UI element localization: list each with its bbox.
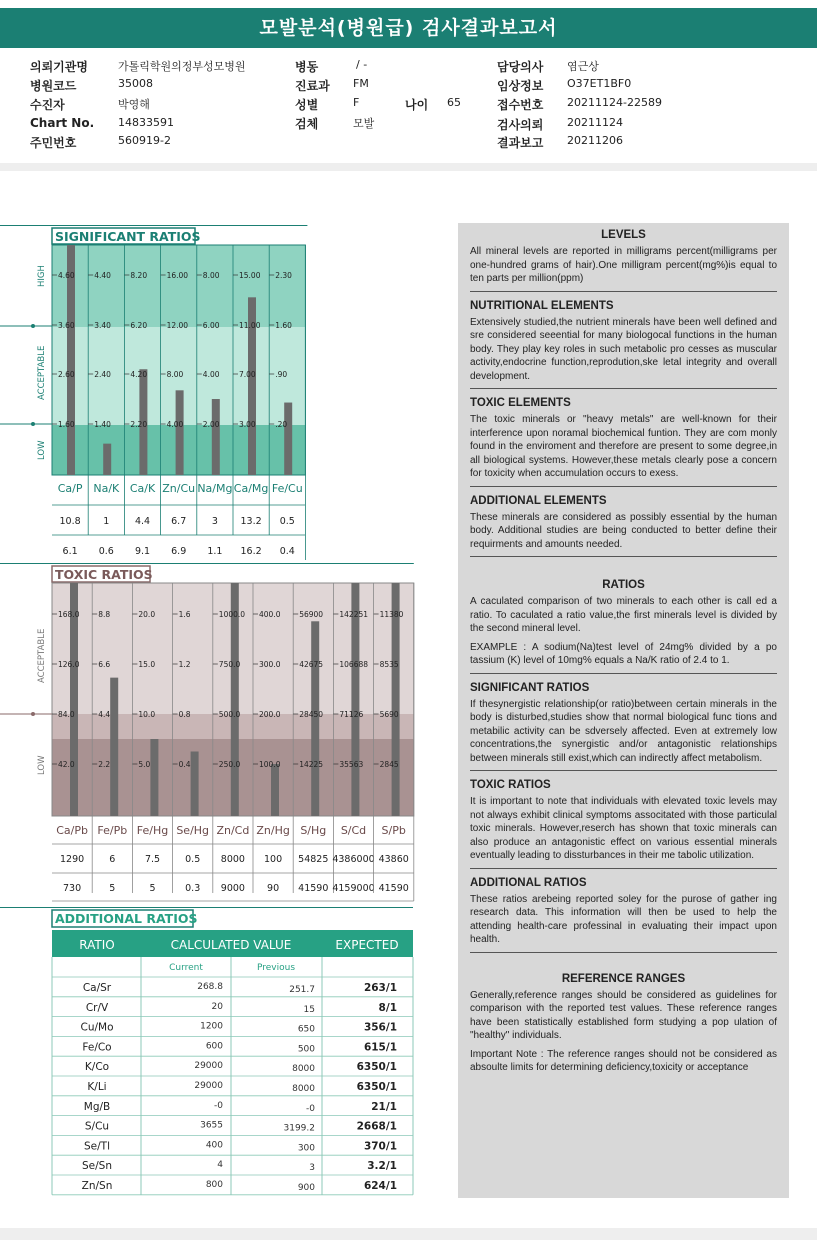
add-row-current: 800 bbox=[205, 1180, 223, 1190]
sig-category-label: Ca/Mg bbox=[233, 482, 269, 495]
tox-tick-label: 8535 bbox=[379, 660, 399, 669]
add-row-expected: 8/1 bbox=[378, 1001, 397, 1014]
sig-bar bbox=[212, 399, 220, 475]
doctor-label: 담당의사 bbox=[497, 60, 544, 74]
sig-current-value: 6.7 bbox=[171, 516, 187, 527]
reference-section bbox=[470, 397, 777, 487]
sig-tick-label: 2.40 bbox=[94, 370, 111, 379]
tox-tick-label: 1.6 bbox=[178, 610, 191, 619]
tox-previous-value: 41590 bbox=[378, 883, 409, 894]
add-row-ratio: Zn/Sn bbox=[81, 1180, 113, 1192]
tox-tick-label: 750.0 bbox=[218, 660, 241, 669]
tox-bar bbox=[271, 764, 279, 816]
add-row-expected: 2668/1 bbox=[356, 1120, 397, 1133]
tox-tick-label: 71126 bbox=[339, 710, 364, 719]
sig-label-high: HIGH bbox=[37, 265, 47, 287]
tox-category-label: Zn/Hg bbox=[256, 824, 290, 837]
reference-text: Important Note : The reference ranges should not be considered as absoulte limits for determining deficiency,toxicity or acceptance bbox=[470, 1048, 777, 1073]
tox-top-line bbox=[0, 563, 414, 564]
reference-text: The toxic minerals or "heavy metals" are well-known for their interference upon noramal biochemical funtion. They are com monly found in the enviroment and therefore are present to some degree,in all biological systems. However,these metals clearly pose a concern for toxicity when accumulation occurs to exess. bbox=[470, 414, 777, 479]
add-row-ratio: Se/Sn bbox=[82, 1160, 112, 1173]
tox-label-acceptable: ACCEPTABLE bbox=[37, 628, 47, 683]
sig-bar bbox=[176, 390, 184, 475]
add-row-ratio: Se/Tl bbox=[84, 1140, 110, 1153]
reference-heading: REFERENCE RANGES bbox=[561, 972, 686, 985]
reference-heading: ADDITIONAL ELEMENTS bbox=[470, 494, 607, 507]
add-row-ratio: Cu/Mo bbox=[80, 1021, 114, 1034]
significant-ratios-chart bbox=[0, 225, 310, 560]
specimen-label: 검체 bbox=[295, 117, 319, 131]
tox-previous-value: 4159000 bbox=[332, 883, 375, 894]
reference-section bbox=[470, 579, 777, 674]
sig-tick-label: 3.40 bbox=[94, 321, 111, 330]
sig-tick-label: 4.00 bbox=[166, 420, 184, 429]
tox-current-value: 6 bbox=[109, 854, 116, 865]
sig-previous-value: 6.9 bbox=[171, 546, 187, 557]
tox-tick-label: 168.0 bbox=[58, 610, 80, 619]
add-row-current: 29000 bbox=[194, 1081, 223, 1091]
age-value: 65 bbox=[447, 96, 461, 109]
tox-current-value: 100 bbox=[264, 854, 283, 865]
sig-tick-label: 15.00 bbox=[239, 271, 261, 280]
tox-tick-label: 4.4 bbox=[98, 710, 111, 719]
dept-value: FM bbox=[353, 77, 369, 90]
add-row-previous: 251.7 bbox=[289, 985, 315, 995]
specimen-value: 모발 bbox=[353, 117, 375, 130]
tox-previous-value: 90 bbox=[267, 883, 280, 894]
sig-current-value: 3 bbox=[211, 516, 218, 527]
tox-category-label: S/Pb bbox=[381, 824, 406, 837]
reference-heading: ADDITIONAL RATIOS bbox=[470, 876, 587, 889]
add-row-previous: 300 bbox=[297, 1143, 315, 1154]
tox-previous-value: 730 bbox=[63, 883, 82, 894]
dept-label: 진료과 bbox=[295, 79, 330, 93]
add-row-ratio: Mg/B bbox=[83, 1100, 111, 1113]
sig-bar bbox=[284, 403, 292, 475]
sig-current-value: 0.5 bbox=[279, 516, 295, 527]
add-row-expected: 624/1 bbox=[363, 1180, 397, 1192]
sex-value: F bbox=[353, 96, 360, 109]
add-row-current: 4 bbox=[217, 1160, 223, 1171]
tox-current-value: 0.5 bbox=[185, 854, 201, 865]
add-row-ratio: K/Li bbox=[87, 1081, 107, 1093]
add-row-previous: 650 bbox=[297, 1024, 315, 1035]
add-row-previous: 15 bbox=[303, 1004, 315, 1015]
sig-tick-label: 7.00 bbox=[239, 370, 256, 379]
sig-tick-label: 2.60 bbox=[58, 370, 75, 379]
reference-heading: SIGNIFICANT RATIOS bbox=[470, 681, 590, 694]
chart-value: 14833591 bbox=[118, 116, 174, 129]
sig-tick-label: 8.00 bbox=[202, 271, 220, 280]
sig-tick-label: 6.20 bbox=[130, 321, 148, 330]
tox-tick-label: 0.8 bbox=[178, 710, 191, 719]
inst-label: 의뢰기관명 bbox=[30, 60, 88, 74]
add-row-current: 268.8 bbox=[197, 982, 223, 992]
sig-tick-label: 4.20 bbox=[130, 370, 148, 379]
tox-current-value: 54825 bbox=[298, 854, 329, 865]
tox-previous-value: 41590 bbox=[298, 883, 329, 894]
report-date-value: 20211206 bbox=[567, 134, 623, 147]
add-row-ratio: Ca/Sr bbox=[82, 982, 112, 994]
tox-previous-value: 5 bbox=[149, 883, 156, 894]
tox-current-value: 1290 bbox=[60, 854, 85, 865]
reference-text: If thesynergistic relationship(or ratio)between certain minerals in the body is disturbed,studies show that normal biological func tions and metabilic activity can be sdversely affected. Even at extremely low concentrations,the synergistic and/or antagonistic relationships between minerals still exist,which can indirectly affect metabolism. bbox=[470, 698, 777, 764]
reference-section bbox=[470, 779, 777, 869]
sig-zone-high bbox=[52, 245, 305, 327]
tox-category-label: Se/Hg bbox=[176, 824, 210, 837]
add-row-ratio: K/Co bbox=[84, 1061, 110, 1074]
sig-category-label: Ca/K bbox=[129, 482, 156, 495]
tox-category-label: Ca/Pb bbox=[56, 824, 88, 837]
tox-title: TOXIC RATIOS bbox=[55, 567, 153, 582]
tox-tick-label: 126.0 bbox=[58, 660, 80, 669]
tox-category-label: S/Cd bbox=[340, 824, 367, 837]
add-row-expected: 263/1 bbox=[363, 982, 397, 994]
reference-text: It is important to note that individuals with elevated toxic levels may not always exhibit clinical symptoms associtated with those particulal toxic minerals. However,reserch has shown that toxic minerals can also produce an antagonistic effect on various essential minerals eventually leading to dissturbances in their me tabolic utilization. bbox=[470, 796, 777, 861]
tox-label-low: LOW bbox=[37, 755, 47, 775]
tox-current-value: 4386000 bbox=[332, 854, 375, 865]
sig-tick-label: 4.40 bbox=[94, 271, 111, 280]
add-row-expected: 356/1 bbox=[363, 1021, 397, 1034]
reference-section bbox=[470, 495, 777, 558]
add-header-expected: EXPECTED bbox=[335, 938, 399, 952]
sig-tick-label: 1.60 bbox=[58, 420, 75, 429]
reference-heading: LEVELS bbox=[601, 229, 646, 241]
sig-current-value: 1 bbox=[103, 516, 110, 527]
tox-marker-dot bbox=[31, 712, 35, 716]
doctor-value: 염근상 bbox=[567, 60, 599, 73]
sig-previous-value: 0.4 bbox=[279, 546, 295, 557]
add-row-expected: 6350/1 bbox=[356, 1081, 397, 1093]
add-row-previous: -0 bbox=[306, 1103, 315, 1114]
tox-tick-label: 100.0 bbox=[259, 760, 281, 769]
reference-text: All mineral levels are reported in milligrams percent(milligrams per one-hundred grams of hair).One milligram percent(mg%)is equal to ten parts per million(ppm) bbox=[470, 246, 777, 284]
sig-category-label: Fe/Cu bbox=[271, 482, 303, 495]
tox-category-label: Fe/Pb bbox=[97, 824, 128, 837]
receipt-value: 20211124-22589 bbox=[567, 96, 662, 109]
tox-bar bbox=[191, 752, 199, 817]
clinic-value: O37ET1BF0 bbox=[567, 77, 632, 90]
tox-current-value: 8000 bbox=[220, 854, 245, 865]
tox-current-value: 43860 bbox=[378, 854, 409, 865]
sig-title: SIGNIFICANT RATIOS bbox=[55, 229, 201, 244]
tox-tick-label: 5.0 bbox=[138, 760, 151, 769]
sig-tick-label: 6.00 bbox=[202, 321, 220, 330]
tox-bar bbox=[110, 678, 118, 816]
tox-tick-label: 400.0 bbox=[259, 610, 281, 619]
report-title: 모발분석(병원급) 검사결과보고서 bbox=[0, 8, 817, 48]
sig-tick-label: 2.00 bbox=[202, 420, 220, 429]
collector-value: 박영해 bbox=[118, 98, 150, 111]
clinic-label: 임상정보 bbox=[497, 79, 544, 93]
tox-tick-label: 5690 bbox=[379, 710, 399, 719]
code-value: 35008 bbox=[118, 77, 153, 90]
tox-tick-label: 28450 bbox=[299, 710, 324, 719]
add-row-previous: 8000 bbox=[292, 1064, 315, 1075]
add-row-current: 29000 bbox=[194, 1061, 223, 1072]
add-top-line bbox=[0, 907, 413, 908]
sig-previous-value: 0.6 bbox=[98, 546, 114, 557]
report-date-label: 결과보고 bbox=[497, 136, 544, 150]
reference-heading: TOXIC RATIOS bbox=[470, 779, 551, 791]
add-row-current: 20 bbox=[211, 1001, 223, 1012]
tox-tick-label: 106688 bbox=[339, 660, 369, 669]
sig-top-line bbox=[0, 225, 307, 226]
sig-category-label: Na/Mg bbox=[197, 482, 233, 495]
tox-tick-label: 84.0 bbox=[58, 710, 75, 719]
tox-previous-value: 5 bbox=[109, 883, 116, 894]
tox-tick-label: 8.8 bbox=[98, 610, 111, 619]
sig-current-value: 13.2 bbox=[240, 516, 262, 527]
tox-previous-value: 9000 bbox=[220, 883, 245, 894]
tox-tick-label: 2.2 bbox=[98, 760, 111, 769]
reference-section bbox=[470, 300, 777, 390]
tox-tick-label: 11380 bbox=[379, 610, 404, 619]
tox-tick-label: 42.0 bbox=[58, 760, 75, 769]
sig-tick-label: 8.00 bbox=[166, 370, 184, 379]
sig-category-label: Zn/Cu bbox=[162, 482, 196, 495]
tox-tick-label: 200.0 bbox=[259, 710, 281, 719]
add-row-current: 1200 bbox=[200, 1021, 223, 1032]
tox-tick-label: 0.4 bbox=[178, 760, 191, 769]
sig-tick-label: 16.00 bbox=[166, 271, 189, 280]
add-row-previous: 8000 bbox=[292, 1084, 315, 1094]
sig-tick-label: 3.00 bbox=[239, 420, 256, 429]
reference-text: These ratios arebeing reported soley for the purose of gather ing research data. This information will then be used to help the attending health-care professinal in evaluating their impact upon health. bbox=[470, 893, 777, 945]
add-row-current: -0 bbox=[214, 1100, 223, 1111]
request-label: 검사의뢰 bbox=[497, 118, 544, 132]
inst-value: 가톨릭학원의정부성모병원 bbox=[118, 60, 246, 73]
tox-category-label: S/Hg bbox=[300, 824, 327, 837]
reference-heading: NUTRITIONAL ELEMENTS bbox=[470, 299, 614, 312]
add-row-current: 3655 bbox=[200, 1120, 223, 1131]
tox-tick-label: 42675 bbox=[299, 660, 324, 669]
reference-section bbox=[470, 973, 777, 1080]
sig-category-label: Ca/P bbox=[57, 482, 83, 495]
tox-category-label: Fe/Hg bbox=[136, 824, 169, 837]
add-row-current: 400 bbox=[205, 1140, 223, 1151]
sig-tick-label: .20 bbox=[275, 420, 288, 429]
sig-previous-value: 9.1 bbox=[134, 546, 151, 557]
footer-bar bbox=[0, 1228, 817, 1240]
add-row-previous: 900 bbox=[297, 1183, 315, 1193]
add-row-expected: 6350/1 bbox=[356, 1061, 397, 1074]
tox-tick-label: 20.0 bbox=[138, 610, 156, 619]
add-row-previous: 500 bbox=[297, 1044, 315, 1055]
tox-tick-label: 56900 bbox=[299, 610, 324, 619]
code-label: 병원코드 bbox=[30, 79, 77, 93]
rrn-value: 560919-2 bbox=[118, 134, 171, 147]
sig-label-acceptable: ACCEPTABLE bbox=[37, 345, 47, 400]
sig-tick-label: 3.60 bbox=[58, 321, 75, 330]
tox-tick-label: 1000.0 bbox=[218, 610, 246, 619]
reference-text: EXAMPLE : A sodium(Na)test level of 24mg% divided by a po tassium (K) level of 10mg% equals a Na/K ratio of 2.4 to 1. bbox=[470, 641, 777, 666]
add-row-expected: 615/1 bbox=[363, 1041, 397, 1054]
request-value: 20211124 bbox=[567, 116, 623, 129]
reference-section bbox=[470, 877, 777, 953]
reference-text: Generally,reference ranges should be considered as guidelines for comparison with the reported test values. These reference ranges have been statistically established form studying a pop ulation of "healthy" individuals. bbox=[470, 989, 777, 1041]
sig-category-label: Na/K bbox=[93, 482, 120, 495]
reference-heading: RATIOS bbox=[602, 579, 645, 591]
ward-value: / - bbox=[356, 58, 368, 71]
sig-tick-label: 8.20 bbox=[130, 271, 148, 280]
sig-bar bbox=[103, 444, 111, 475]
tox-category-label: Zn/Cd bbox=[216, 824, 250, 837]
age-label: 나이 bbox=[405, 98, 429, 112]
sig-tick-label: 2.20 bbox=[130, 420, 148, 429]
add-row-ratio: S/Cu bbox=[84, 1120, 110, 1133]
add-row-ratio: Cr/V bbox=[85, 1001, 109, 1014]
tox-bar bbox=[150, 739, 158, 816]
tox-tick-label: 250.0 bbox=[218, 760, 241, 769]
sig-tick-label: .90 bbox=[275, 370, 288, 379]
sig-current-value: 10.8 bbox=[59, 516, 81, 527]
add-header-ratio: RATIO bbox=[79, 938, 115, 952]
tox-tick-label: 35563 bbox=[339, 760, 364, 769]
add-row-ratio: Fe/Co bbox=[82, 1041, 112, 1054]
sig-tick-label: 1.60 bbox=[275, 321, 292, 330]
add-row-expected: 21/1 bbox=[371, 1100, 397, 1113]
ward-label: 병동 bbox=[295, 60, 319, 74]
reference-text: These minerals are considered as possibly essential by the human body. Additional studies are being conducted to better define their requirments and amounts needed. bbox=[470, 511, 777, 550]
reference-text: A caculated comparison of two minerals to each other is call ed a ratio. To caculated a ratio value,the first minerals level is divided by the second mineral level. bbox=[470, 596, 777, 634]
rrn-label: 주민번호 bbox=[30, 136, 77, 150]
tox-tick-label: 14225 bbox=[299, 760, 324, 769]
sig-current-value: 4.4 bbox=[134, 516, 151, 527]
reference-heading: TOXIC ELEMENTS bbox=[470, 397, 571, 409]
tox-tick-label: 142251 bbox=[339, 610, 369, 619]
tox-tick-label: 6.6 bbox=[98, 660, 111, 669]
sig-tick-label: 11.00 bbox=[239, 321, 261, 330]
tox-tick-label: 2845 bbox=[379, 760, 399, 769]
reference-panel bbox=[458, 223, 789, 1198]
add-row-expected: 3.2/1 bbox=[367, 1160, 397, 1173]
add-row-previous: 3199.2 bbox=[283, 1123, 315, 1134]
tox-tick-label: 10.0 bbox=[138, 710, 156, 719]
additional-ratios-table bbox=[0, 907, 415, 1202]
sig-tick-label: 2.30 bbox=[275, 271, 292, 280]
reference-section bbox=[470, 682, 777, 772]
sig-tick-label: 1.40 bbox=[94, 420, 111, 429]
sig-marker-dot bbox=[31, 422, 35, 426]
sig-previous-value: 6.1 bbox=[62, 546, 78, 557]
sig-marker-dot bbox=[31, 324, 35, 328]
tox-current-value: 7.5 bbox=[144, 854, 161, 865]
add-row-previous: 3 bbox=[309, 1163, 315, 1174]
sig-tick-label: 12.00 bbox=[166, 321, 189, 330]
tox-tick-label: 15.0 bbox=[138, 660, 156, 669]
add-row-expected: 370/1 bbox=[363, 1140, 397, 1153]
reference-text: Extensively studied,the nutrient minerals have been well defined and sre considered seeential for many biologocal functions in the human body. They play key roles in such metabolic pro cesses as muscular activity,endocrine function,reprodution,ske letal integrity and overall development. bbox=[470, 316, 777, 382]
add-subheader-previous: Previous bbox=[256, 963, 296, 973]
sig-previous-value: 16.2 bbox=[240, 546, 262, 557]
section-divider bbox=[0, 163, 817, 171]
add-title: ADDITIONAL RATIOS bbox=[55, 911, 198, 926]
chart-label: Chart No. bbox=[30, 116, 95, 130]
toxic-ratios-chart bbox=[0, 563, 415, 903]
tox-previous-value: 0.3 bbox=[185, 883, 201, 894]
tox-tick-label: 500.0 bbox=[218, 710, 241, 719]
sex-label: 성별 bbox=[295, 98, 319, 112]
sig-tick-label: 4.00 bbox=[202, 370, 220, 379]
collector-label: 수진자 bbox=[30, 98, 65, 112]
tox-tick-label: 1.2 bbox=[178, 660, 191, 669]
add-header-calc: CALCULATED VALUE bbox=[170, 938, 292, 952]
reference-section bbox=[470, 229, 777, 292]
sig-label-low: LOW bbox=[37, 440, 47, 460]
tox-tick-label: 300.0 bbox=[259, 660, 281, 669]
add-subheader-current: Current bbox=[169, 963, 203, 973]
sig-tick-label: 4.60 bbox=[58, 271, 75, 280]
sig-previous-value: 1.1 bbox=[207, 546, 223, 557]
add-row-current: 600 bbox=[205, 1041, 223, 1052]
receipt-label: 접수번호 bbox=[497, 98, 544, 112]
